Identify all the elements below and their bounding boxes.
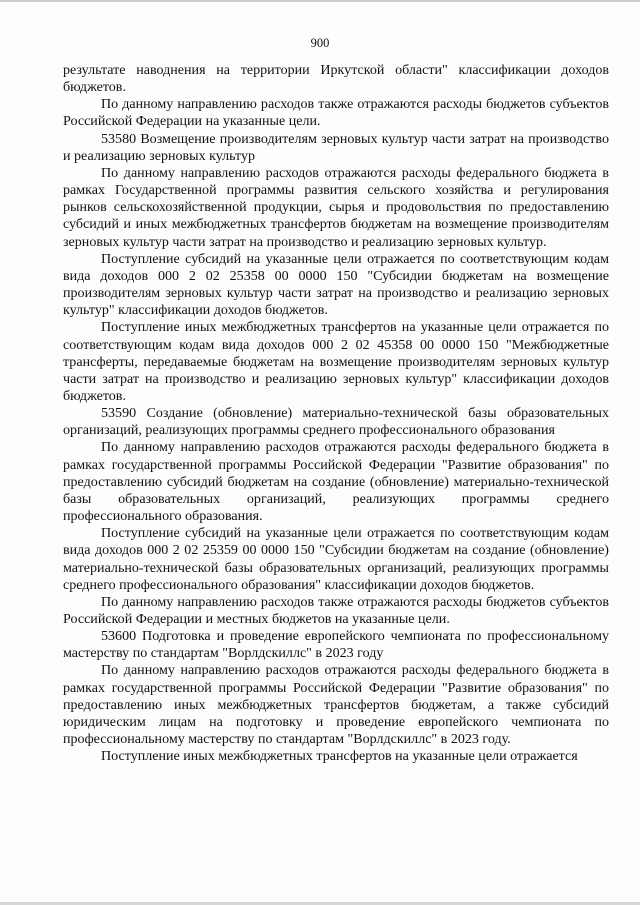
paragraph-continuation: результате наводнения на территории Иркутской области" классификации доходов бюджетов. [63, 62, 609, 96]
section-heading-53580: 53580 Возмещение производителям зерновых культур части затрат на производство и реализацию зерновых культур [63, 130, 609, 164]
paragraph: По данному направлению расходов отражаются расходы федерального бюджета в рамках государственной программы Российской Федерации "Развитие образования" по предоставлению иных межбюджетных трансфертов бюджетам, а также субсидий юридическим лицам на подготовку и проведение европейского чемпионата по профессиональному мастерству по стандартам "Ворлдскиллс" в 2023 году. [63, 662, 609, 748]
page-number: 900 [310, 36, 330, 50]
paragraph: По данному направлению расходов отражаются расходы федерального бюджета в рамках Государственной программы развития сельского хозяйства и регулирования рынков сельскохозяйственной продукции, сырья и продовольствия по предоставлению субсидий и иных межбюджетных трансфертов бюджетам на возмещение производителям зерновых культур части затрат на производство и реализацию зерновых культур. [63, 164, 609, 250]
paragraph-truncated: Поступление иных межбюджетных трансфертов на указанные цели отражается [101, 748, 578, 765]
document-body [63, 62, 609, 765]
section-heading-53590: 53590 Создание (обновление) материально-технической базы образовательных организаций, реализующих программы среднего профессионального образования [63, 405, 609, 439]
page-top-edge [0, 0, 640, 2]
paragraph: Поступление субсидий на указанные цели отражается по соответствующим кодам вида доходов 000 2 02 25359 00 0000 150 "Субсидии бюджетам на создание (обновление) материально-технической базы образовательных организаций, реализующих программы среднего профессионального образования" классификации доходов бюджетов. [63, 525, 609, 593]
paragraph: По данному направлению расходов также отражаются расходы бюджетов субъектов Российской Федерации и местных бюджетов на указанные цели. [63, 593, 609, 627]
paragraph: Поступление субсидий на указанные цели отражается по соответствующим кодам вида доходов 000 2 02 25358 00 0000 150 "Субсидии бюджетам на возмещение производителям зерновых культур части затрат на производство и реализацию зерновых культур" классификации доходов бюджетов. [63, 250, 609, 319]
paragraph: По данному направлению расходов отражаются расходы федерального бюджета в рамках государственной программы Российской Федерации "Развитие образования" по предоставлению субсидий бюджетам на создание (обновление) материально-технической базы образовательных организаций, реализующих программы среднего профессионального образования. [63, 439, 609, 525]
paragraph: По данному направлению расходов также отражаются расходы бюджетов субъектов Российской Федерации на указанные цели. [63, 96, 609, 130]
paragraph: Поступление иных межбюджетных трансфертов на указанные цели отражается по соответствующим кодам вида доходов 000 2 02 45358 00 0000 150 "Межбюджетные трансферты, передаваемые бюджетам на возмещение производителям зерновых культур части затрат на производство и реализацию зерновых культур" классификации доходов бюджетов. [63, 319, 609, 404]
section-heading-53600: 53600 Подготовка и проведение европейского чемпионата по профессиональному мастерству по стандартам "Ворлдскиллс" в 2023 году [63, 628, 609, 662]
